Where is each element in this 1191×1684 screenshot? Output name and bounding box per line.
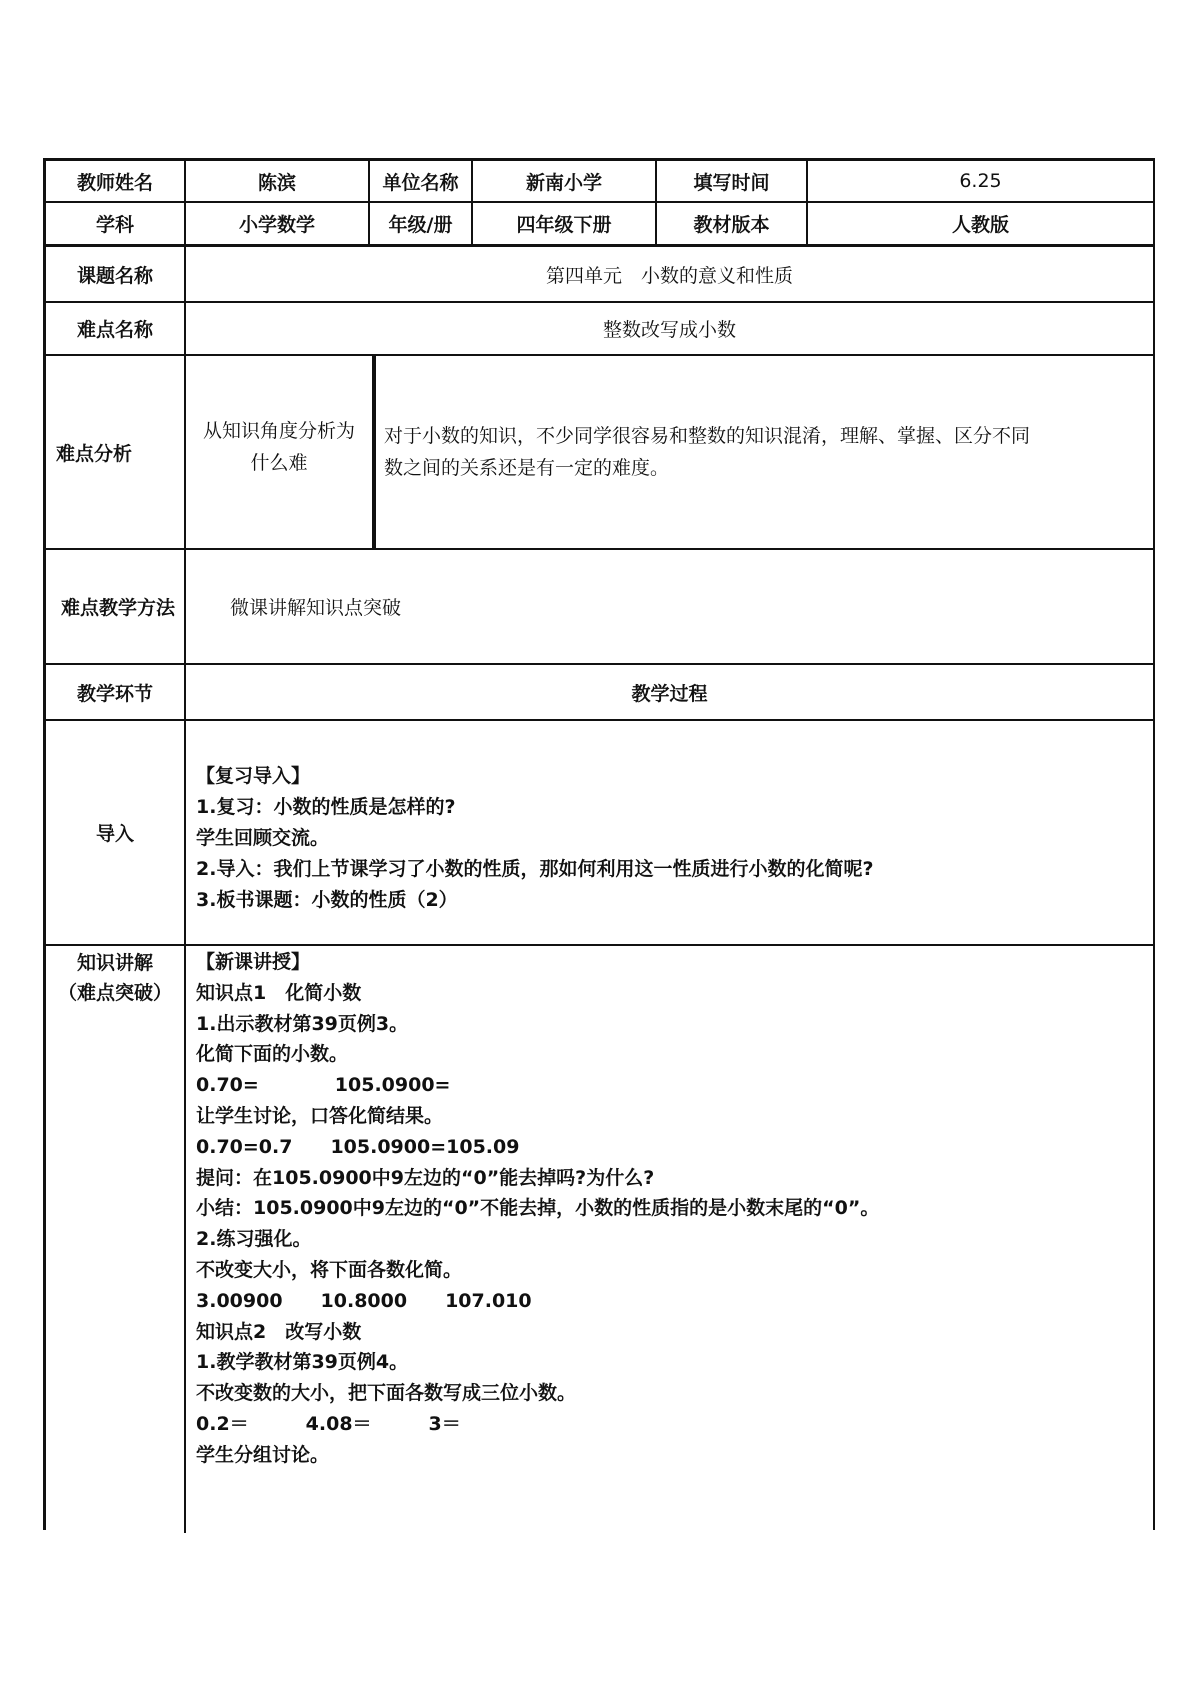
lesson-plan-table (43, 158, 1155, 1530)
subject-value: 小学数学 (186, 203, 370, 244)
method-row (46, 550, 1153, 663)
knowledge-line: 知识点2 改写小数 (196, 1320, 362, 1343)
topic-label: 课题名称 (46, 247, 186, 301)
intro-label: 导入 (46, 721, 186, 944)
knowledge-label-line1: 知识讲解 (76, 952, 153, 974)
analysis-text-line1: 对于小数的知识，不少同学很容易和整数的知识混淆，理解、掌握、区分不同 (384, 425, 1031, 447)
process-stage-label: 教学环节 (46, 665, 186, 719)
process-header-row (46, 665, 1153, 719)
knowledge-line: 2.练习强化。 (196, 1228, 312, 1251)
header-row-1 (46, 161, 1153, 201)
edition-value: 人教版 (951, 214, 1009, 236)
unit-value: 新南小学 (473, 161, 657, 201)
method-value: 微课讲解知识点突破 (230, 597, 402, 619)
knowledge-line: 学生分组讨论。 (196, 1443, 330, 1466)
difficulty-row (46, 303, 1153, 354)
knowledge-line: 让学生讨论，口答化简结果。 (196, 1104, 444, 1127)
analysis-row (46, 356, 1153, 548)
header-row-2 (46, 203, 1153, 244)
date-value: 6.25 (959, 170, 1002, 192)
analysis-text-line2: 数之间的关系还是有一定的难度。 (384, 457, 670, 479)
intro-line: 2.导入：我们上节课学习了小数的性质，那如何利用这一性质进行小数的化简呢? (196, 858, 874, 880)
analysis-label: 难点分析 (46, 356, 186, 548)
knowledge-line: 3.00900 10.8000 107.010 (196, 1289, 532, 1312)
intro-row (46, 721, 1153, 944)
knowledge-line: 不改变大小，将下面各数化简。 (196, 1258, 463, 1281)
analysis-sub-label (186, 356, 374, 548)
method-label: 难点教学方法 (46, 550, 186, 663)
analysis-text (374, 356, 1153, 548)
teacher-value: 陈滨 (186, 161, 370, 201)
knowledge-line: 提问：在105.0900中9左边的“0”能去掉吗?为什么? (196, 1166, 655, 1189)
subject-label: 学科 (46, 203, 186, 244)
knowledge-line: 小结：105.0900中9左边的“0”不能去掉，小数的性质指的是小数末尾的“0”。 (196, 1197, 880, 1220)
knowledge-line: 1.教学教材第39页例4。 (196, 1351, 409, 1374)
date-label: 填写时间 (657, 161, 808, 201)
knowledge-label (46, 946, 186, 1533)
knowledge-line: 知识点1 化简小数 (196, 981, 362, 1004)
teacher-label: 教师姓名 (46, 161, 186, 201)
unit-label: 单位名称 (370, 161, 473, 201)
analysis-sub-label-line1: 从知识角度分析为 (202, 420, 355, 442)
topic-value: 第四单元 小数的意义和性质 (545, 264, 793, 287)
intro-line: 1.复习：小数的性质是怎样的? (196, 796, 456, 818)
knowledge-label-line2: （难点突破） (57, 982, 172, 1004)
intro-line: 【复习导入】 (196, 765, 311, 787)
analysis-sub-label-line2: 什么难 (250, 452, 308, 474)
intro-line: 学生回顾交流。 (196, 827, 330, 849)
intro-line: 3.板书课题：小数的性质（2） (196, 889, 458, 911)
difficulty-label: 难点名称 (46, 303, 186, 354)
difficulty-value: 整数改写成小数 (602, 319, 736, 341)
topic-row (46, 247, 1153, 301)
edition-label: 教材版本 (657, 203, 808, 244)
knowledge-line: 【新课讲授】 (196, 951, 311, 973)
knowledge-line: 0.70= 105.0900= (196, 1074, 451, 1097)
knowledge-row (46, 946, 1153, 1533)
intro-content (196, 761, 1146, 916)
knowledge-line: 化简下面的小数。 (196, 1043, 349, 1066)
process-content-label: 教学过程 (631, 682, 708, 705)
knowledge-line: 0.2＝ 4.08＝ 3＝ (196, 1412, 461, 1435)
grade-label: 年级/册 (370, 203, 473, 244)
knowledge-content (196, 947, 1146, 1471)
knowledge-line: 0.70=0.7 105.0900=105.09 (196, 1135, 520, 1158)
knowledge-line: 不改变数的大小，把下面各数写成三位小数。 (196, 1382, 577, 1405)
knowledge-line: 1.出示教材第39页例3。 (196, 1012, 409, 1035)
grade-value: 四年级下册 (473, 203, 657, 244)
